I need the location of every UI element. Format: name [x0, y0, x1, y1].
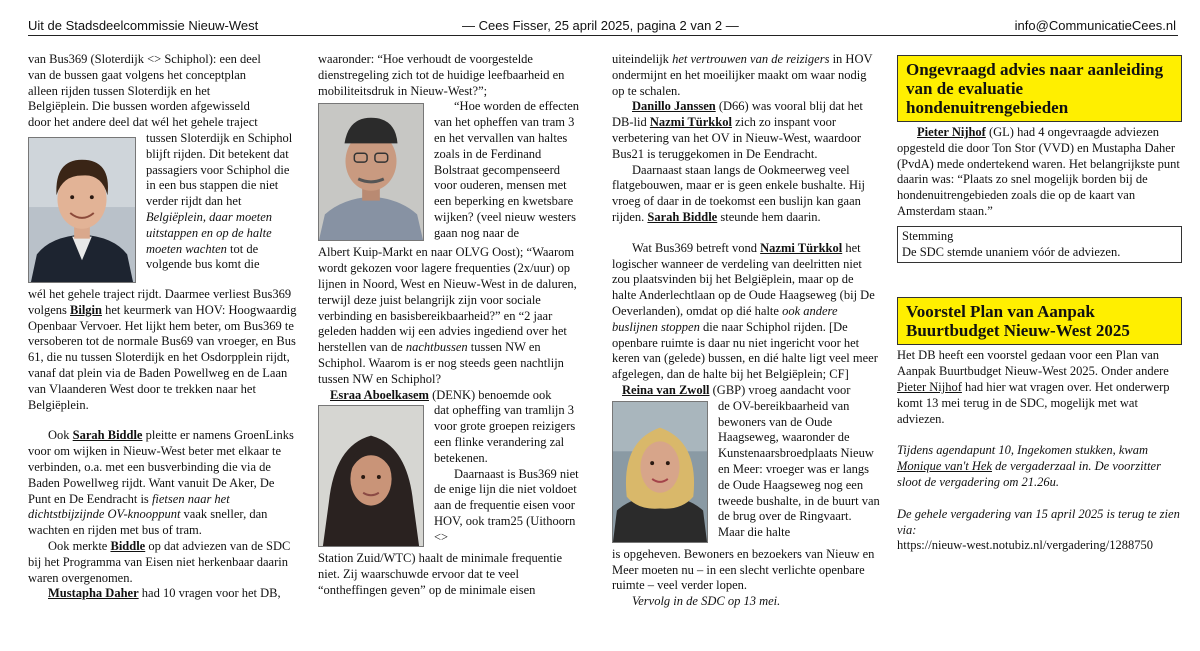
- col1-paragraph-1: van Bus369 (Sloterdijk <> Schiphol): een deel van de bussen gaat volgens het conceptplan alleen rijden tussen Sloterdijk en het Belgiëplein. Die bussen worden afgewisseld door het andere deel dat wél het gehele traject: [28, 52, 261, 130]
- portrait-man-with-cap: [319, 104, 423, 240]
- portrait-young-man: [29, 138, 135, 282]
- portrait-blonde-woman: [613, 402, 707, 542]
- vergadering-link[interactable]: https://nieuw-west.notubiz.nl/vergadering/1288750: [897, 538, 1153, 553]
- column-3: [612, 52, 880, 610]
- vote-box: [897, 226, 1182, 264]
- col3-paragraph-2: Danillo Janssen (D66) was vooral blij dat het DB-lid Nazmi Türkkol zich zo inspant voor verbetering van het OV in Nieuw-West, waardoor Bus21 is teruggekomen in De Eendracht.: [612, 99, 863, 161]
- photo-bilgin: [28, 137, 136, 283]
- col4-advies-paragraph: Pieter Nijhof (GL) had 4 ongevraagde adviezen opgesteld die door Ton Stor (VVD) en Mustapha Daher (PvdA) mede ondertekend waren. Het belangrijkste punt daarin was: “Plaats zo snel mogelijk borden bij de hondenuitrengebieden zoals die op de kaart van Amsterdam staan.”: [897, 125, 1180, 218]
- col3-paragraph-5-float: de OV-bereikbaarheid van bewoners van de Oude Haagseweg, waaronder de Kunstenaarsbroedplaats Nieuw en Meer: vroeger was er langs de Oude Haagseweg nog een tweede bushalte, in de buurt van de brug over de Ringvaart. Maar die halte: [718, 398, 880, 540]
- name-nazmi-turkkol: Nazmi Türkkol: [649, 115, 732, 130]
- col3-paragraph-1: uiteindelijk het vertrouwen van de reizigers in HOV ondermijnt en het moeilijker maakt om waar nodig op te schalen.: [612, 52, 873, 98]
- heading-voorstel-buurtbudget: Voorstel Plan van Aanpak Buurtbudget Nieuw-West 2025: [897, 297, 1182, 345]
- col1-paragraph-1-tail: wél het gehele traject rijdt. Daarmee verliest Bus369 volgens Bilgin het keurmerk van HOV: Hoogwaardig Openbaar Vervoer. Het lijkt hem beter, om Bus369 te versoberen tot de normale Bus69 van vroeger, en Bus 61, die nu tussen Sloterdijk en het Osdorpplein rijdt, vanaf dat plein via de Baden Powellweg en de Laan van Vlaanderen West door te trekken naar het Belgiëplein.: [28, 286, 297, 412]
- name-pieter-nijhof-2: Pieter Nijhof: [897, 379, 962, 394]
- col4-buurtbudget-paragraph: Het DB heeft een voorstel gedaan voor een Plan van Aanpak Buurtbudget Nieuw-West 2025. Onder andere Pieter Nijhof had hier wat vragen over. Het onderwerp komt 13 mei terug in de SDC, mogelijk met wat adviezen.: [897, 348, 1170, 426]
- col2-paragraph-2-tail: Albert Kuip-Markt en naar OLVG Oost); “Waarom wordt gekozen voor lagere frequenties (2x/uur) op lijnen in Noord, West en Nieuw-West in de daluren, terwijl deze juist belangrijk zijn voor sociale verbinding en basisbereikbaarheid?” en “2 jaar geleden hadden wij een advies ingediend over het herstellen van de nachtbussen tussen NW en Schiphol. Waarom is er nog steeds geen nachtlijn tussen NW en Schiphol?: [318, 245, 577, 386]
- vote-result: De SDC stemde unaniem vóór de adviezen.: [902, 244, 1121, 259]
- name-bilgin: Bilgin: [70, 302, 102, 317]
- col2-paragraph-4-tail: Station Zuid/WTC) haalt de minimale frequentie niet. Zij waarschuwde ervoor dat te veel “ontheffingen geven” op de minimale eisen: [318, 551, 563, 597]
- col1-paragraph-3: Ook merkte Biddle op dat adviezen van de SDC bij het Programma van Eisen niet herkenbaar daarin waren overgenomen.: [28, 538, 291, 585]
- name-sarah-biddle: Sarah Biddle: [72, 428, 143, 443]
- column-1: [28, 52, 298, 602]
- col3-continued-note: Vervolg in de SDC op 13 mei.: [632, 594, 781, 609]
- name-esraa-aboelkasem: Esraa Aboelkasem: [330, 387, 429, 402]
- col1-paragraph-4: Mustapha Daher had 10 vragen voor het DB,: [48, 586, 281, 601]
- name-sarah-biddle-2: Sarah Biddle: [647, 209, 718, 224]
- header-center: — Cees Fisser, 25 april 2025, pagina 2 van 2 —: [462, 18, 739, 33]
- column-4: [897, 55, 1182, 554]
- heading-ongevraagd-advies: Ongevraagd advies naar aanleiding van de evaluatie hondenuitrengebieden: [897, 55, 1182, 122]
- name-monique-vant-hek: Monique van't Hek: [897, 459, 993, 474]
- header-rule: [28, 35, 1178, 36]
- col2-paragraph-1: waaronder: “Hoe verhoudt de voorgestelde dienstregeling zich tot de huidige leefbaarheid en mobiliteitsdruk in Nieuw-West?”;: [318, 52, 565, 98]
- name-reina-van-zwoll: Reina van Zwoll: [622, 382, 710, 397]
- col2-paragraph-3: Esraa Aboelkasem (DENK) benoemde ook: [330, 387, 552, 402]
- col3-paragraph-5: Reina van Zwoll (GBP) vroeg aandacht voor: [622, 382, 851, 397]
- name-danillo-janssen: Danillo Janssen: [632, 99, 716, 114]
- col4-note-vergadering: De gehele vergadering van 15 april 2025 is terug te zien via:: [897, 506, 1180, 537]
- col1-paragraph-1-float: tussen Sloterdijk en Schiphol blijft rijden. Dit betekent dat passagiers voor Schiphol die in een bus stappen die niet verder rijdt dan het Belgiëplein, daar moeten uitstappen en op de halte moeten wachten tot de volgende bus komt die: [146, 130, 293, 272]
- vote-label: Stemming: [902, 228, 954, 243]
- col2-paragraph-3-float: dat opheffing van tramlijn 3 voor grote groepen reizigers een flinke verandering zal betekenen.: [434, 403, 576, 465]
- header-email[interactable]: info@CommunicatieCees.nl: [1014, 18, 1176, 33]
- col4-note-agendapunt: Tijdens agendapunt 10, Ingekomen stukken, kwam Monique van't Hek de vergaderzaal in. De voorzitter sloot de vergadering om 21.26u.: [897, 443, 1161, 489]
- col2-paragraph-4-float: Daarnaast is Bus369 niet de enige lijn die niet voldoet aan de frequentie eisen voor HOV, ook tram25 (Uithoorn <>: [434, 466, 579, 544]
- photo-esraa-aboelkasem: [318, 405, 424, 547]
- name-nazmi-turkkol-2: Nazmi Türkkol: [760, 240, 843, 255]
- header-left: Uit de Stadsdeelcommissie Nieuw-West: [28, 18, 259, 33]
- col2-paragraph-2-float: “Hoe worden de effecten van het opheffen van tram 3 en het vervallen van haltes zoals in de Ferdinand Bolstraat gecompenseerd voor ouderen, mensen met een beperking en kwetsbare wijken? (veel nieuw westers gaan nog naar de: [434, 99, 580, 240]
- col3-paragraph-4: Wat Bus369 betreft vond Nazmi Türkkol het logischer wanneer de verdeling van deelritten niet zou plaatsvinden bij het Belgiëplein, maar op de halte Anderlechtlaan op de Oude Haagseweg (bij De Oeverlanden), omdat op dié halte ook andere buslijnen stoppen die naar Schiphol rijden. [De openbare ruimte is daar nu niet ingericht voor het keren van (gelede) bussen, en dié halte ligt veel meer afgelegen, dan de halte bij het Belgiëplein; CF]: [612, 240, 878, 382]
- photo-reina-van-zwoll: [612, 401, 708, 543]
- photo-mustapha-daher: [318, 103, 424, 241]
- name-biddle: Biddle: [110, 538, 146, 553]
- col1-paragraph-2: Ook Sarah Biddle pleitte er namens GroenLinks voor om wijken in Nieuw-West beter met elkaar te verbinden, o.a. met een busverbinding die via de Baden Powellweg rijdt. Want vanuit De Aker, De Punt en De Eendracht is fietsen naar het dichtstbijzijnde OV-knooppunt vaak sneller, dan wachten en rijden met bus of tram.: [28, 428, 294, 538]
- portrait-woman-headscarf: [319, 406, 423, 546]
- page-header: [0, 0, 1200, 38]
- col3-paragraph-5-tail: is opgeheven. Bewoners en bezoekers van Nieuw en Meer moeten nu – in een slecht verlichte openbare ruimte – veel verder lopen.: [612, 546, 875, 593]
- column-2: [318, 52, 586, 599]
- name-mustapha-daher: Mustapha Daher: [48, 586, 139, 601]
- name-pieter-nijhof: Pieter Nijhof: [917, 125, 986, 139]
- col3-paragraph-3: Daarnaast staan langs de Ookmeerweg veel flatgebouwen, maar er is geen enkele bushalte. Hij vroeg of daar in de toekomst een buslijn kan gaan rijden. Sarah Biddle steunde hem daarin.: [612, 162, 866, 224]
